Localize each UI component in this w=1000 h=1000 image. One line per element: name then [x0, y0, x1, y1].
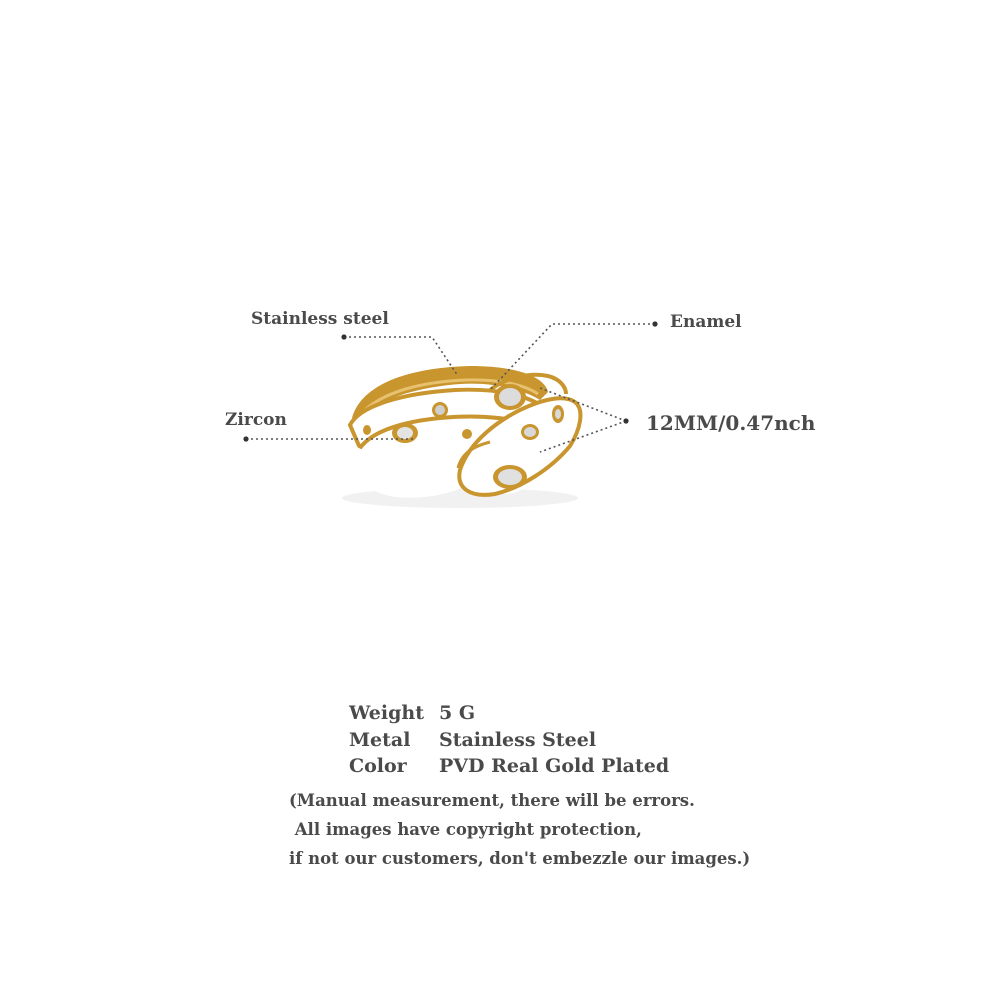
disclaimer-note [289, 786, 750, 873]
callout-enamel: Enamel [670, 312, 742, 332]
spec-list [349, 700, 669, 780]
callout-leader-lines [246, 324, 655, 452]
disclaimer-line: (Manual measurement, there will be errors. [289, 791, 695, 810]
spec-value: 5 G [439, 702, 476, 725]
spec-key: Weight [349, 702, 424, 725]
spec-key: Metal [349, 728, 411, 751]
enamel-ring-image [342, 366, 580, 508]
callout-stainless-steel: Stainless steel [251, 309, 389, 329]
spec-value: Stainless Steel [439, 728, 597, 751]
spec-value: PVD Real Gold Plated [439, 755, 670, 778]
spec-row-weight [349, 700, 669, 727]
spec-row-metal [349, 727, 669, 754]
spec-key: Color [349, 755, 407, 778]
disclaimer-line: if not our customers, don't embezzle our images.) [289, 849, 751, 868]
disclaimer-line: All images have copyright protection, [289, 820, 642, 839]
spec-row-color [349, 753, 669, 780]
callout-size: 12MM/0.47nch [646, 411, 816, 435]
callout-zircon: Zircon [225, 410, 287, 430]
